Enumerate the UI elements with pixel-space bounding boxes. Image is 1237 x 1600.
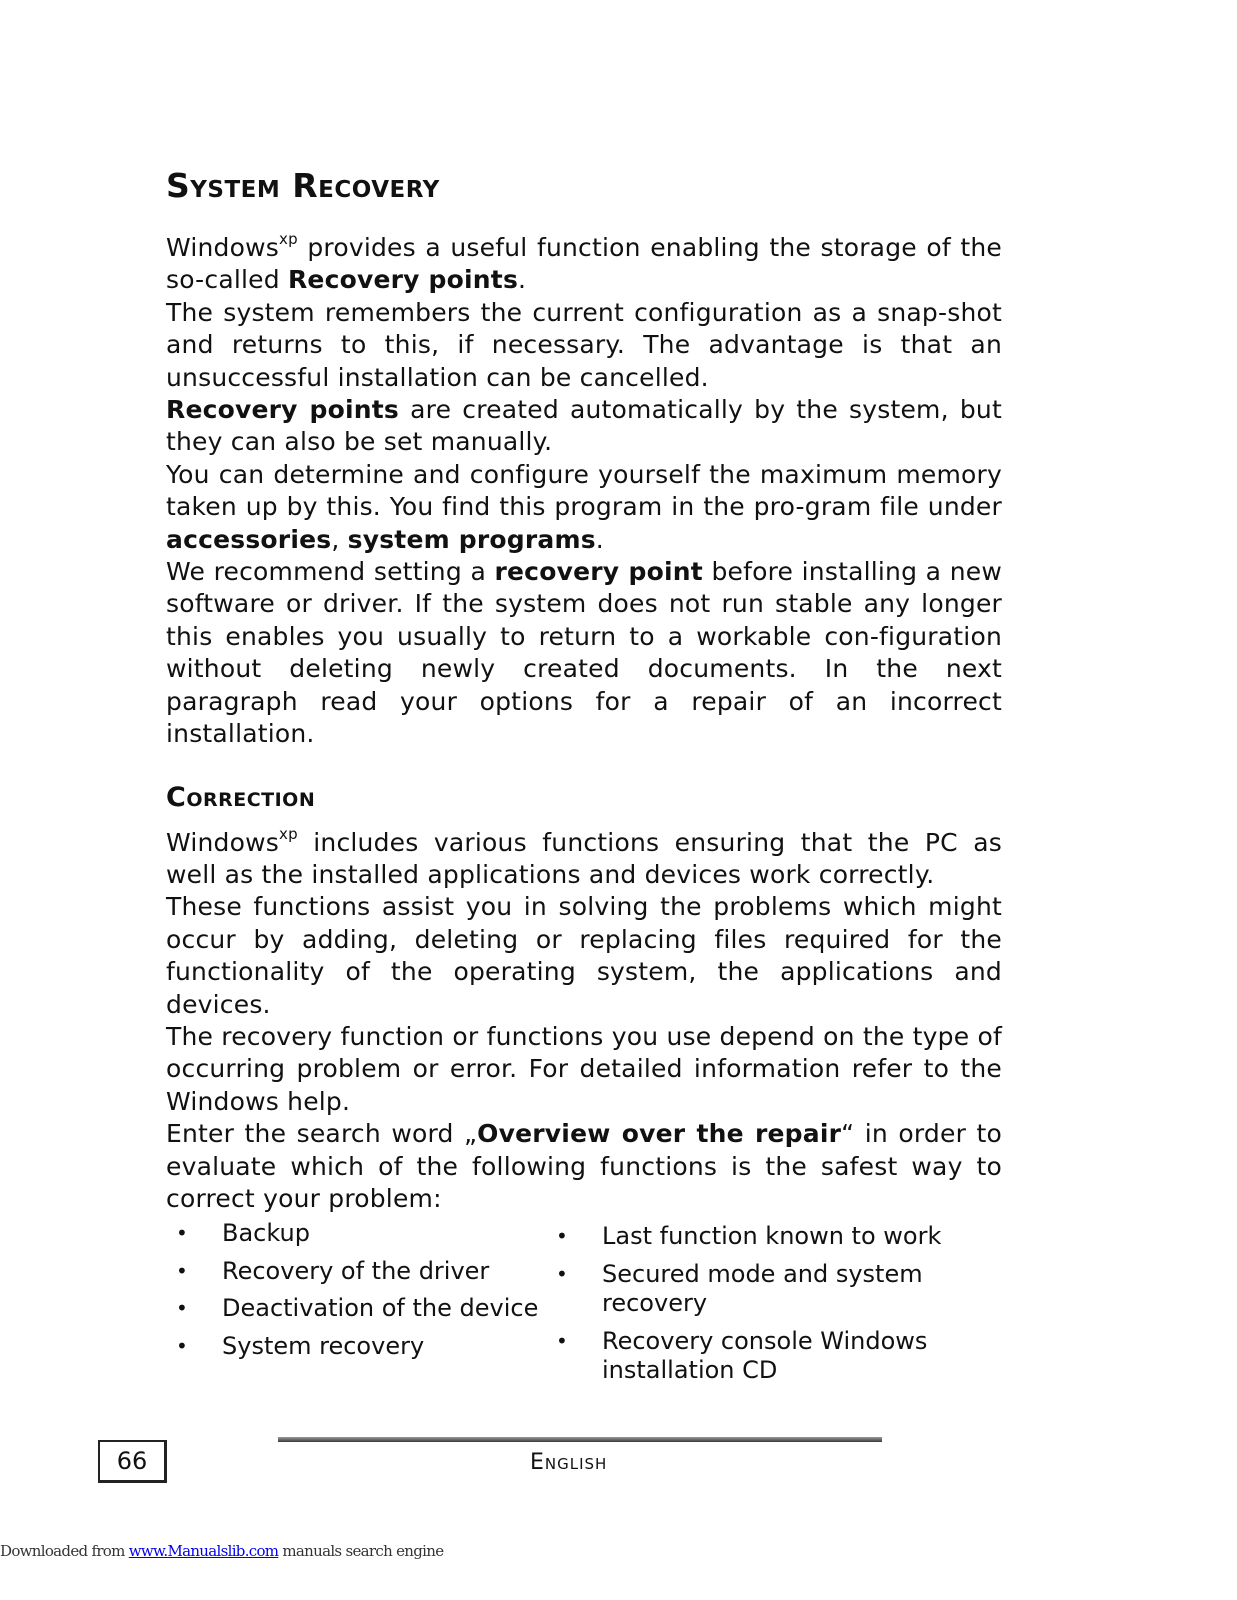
text: includes various functions ensuring that the PC as well as the installed applications and devices work correctly. — [166, 827, 1002, 889]
text: are created automatically by the system, but they can also be set manually. — [166, 395, 1002, 457]
text: . — [595, 524, 604, 554]
paragraph — [166, 459, 1002, 556]
bold-term: accessories — [166, 524, 332, 554]
list-item — [166, 1257, 546, 1287]
manualslib-link[interactable]: www.Manualslib.com — [128, 1542, 279, 1560]
section-title-system-recovery: System Recovery — [166, 166, 440, 205]
text: We recommend setting a — [166, 557, 495, 587]
list-item-label: Backup — [222, 1219, 310, 1248]
text: Windows — [166, 827, 279, 857]
bold-term: Recovery points — [166, 395, 400, 425]
bold-term: system programs — [347, 524, 596, 554]
list-item-label: Deactivation of the device — [222, 1294, 539, 1323]
bullet-icon: • — [176, 1221, 188, 1246]
superscript: xp — [279, 230, 298, 248]
download-prefix: Downloaded from — [0, 1542, 129, 1560]
bullet-icon: • — [176, 1296, 188, 1321]
superscript: xp — [279, 824, 298, 843]
list-item — [546, 1327, 946, 1386]
paragraph — [166, 1118, 1002, 1215]
list-item-label: Secured mode and system recovery — [602, 1259, 923, 1318]
page-number: 66 — [98, 1440, 167, 1483]
list-item-label: Recovery of the driver — [222, 1256, 490, 1285]
text: provides a useful function enabling the storage of the so-called — [166, 233, 1002, 295]
text: before installing a new software or driver. If the system does not run stable any longer this enables you usually to return to a workable con-figuration without deleting newly created documents. In the next paragraph read your options for a repair of an incorrect installation. — [166, 557, 1002, 749]
page-content — [166, 160, 1002, 1399]
paragraph — [166, 556, 1002, 750]
section-title-correction: Correction — [166, 781, 316, 813]
bullet-icon: • — [176, 1258, 188, 1283]
paragraph: The recovery function or functions you use depend on the type of occurring problem or error. For detailed information refer to the Windows help. — [166, 1021, 1002, 1116]
bold-term: recovery point — [494, 557, 703, 587]
text: Enter the search word „ — [166, 1119, 478, 1149]
paragraph: These functions assist you in solving the problems which might occur by adding, deleting or replacing files required for the functionality of the operating system, the applications and devices. — [166, 892, 1002, 1019]
repair-functions-lists — [166, 1219, 1002, 1399]
bullet-icon: • — [556, 1224, 568, 1249]
paragraph: The system remembers the current configuration as a snap-shot and returns to this, if necessary. The advantage is that an unsuccessful installation can be cancelled. — [166, 297, 1002, 392]
bullet-icon: • — [556, 1261, 568, 1286]
bullet-icon: • — [176, 1333, 188, 1358]
list-item — [546, 1222, 946, 1252]
footer-language: English — [530, 1450, 608, 1475]
text: . — [518, 265, 527, 295]
list-item — [166, 1219, 546, 1249]
download-suffix: manuals search engine — [278, 1542, 444, 1560]
list-item-label: Recovery console Windows installation CD — [602, 1326, 928, 1385]
list-item — [546, 1260, 946, 1319]
text: , — [331, 524, 348, 554]
list-item — [166, 1332, 546, 1362]
bold-term: Recovery points — [287, 265, 519, 295]
bullet-list-right — [546, 1222, 946, 1394]
paragraph — [166, 232, 1002, 297]
list-item — [166, 1294, 546, 1324]
paragraph — [166, 394, 1002, 459]
text: You can determine and configure yourself the maximum memory taken up by this. You find this program in the pro-gram file under — [166, 459, 1002, 522]
footer-divider — [278, 1437, 882, 1442]
list-item-label: Last function known to work — [602, 1222, 942, 1251]
text: “ in order to evaluate which of the following functions is the safest way to correct your problem: — [166, 1119, 1002, 1213]
bullet-icon: • — [556, 1328, 568, 1353]
bold-term: Overview over the repair — [477, 1119, 842, 1149]
list-item-label: System recovery — [222, 1331, 425, 1360]
paragraph — [166, 824, 1002, 892]
bullet-list-left — [166, 1219, 546, 1369]
text: Windows — [166, 233, 279, 262]
download-note — [0, 1542, 443, 1560]
